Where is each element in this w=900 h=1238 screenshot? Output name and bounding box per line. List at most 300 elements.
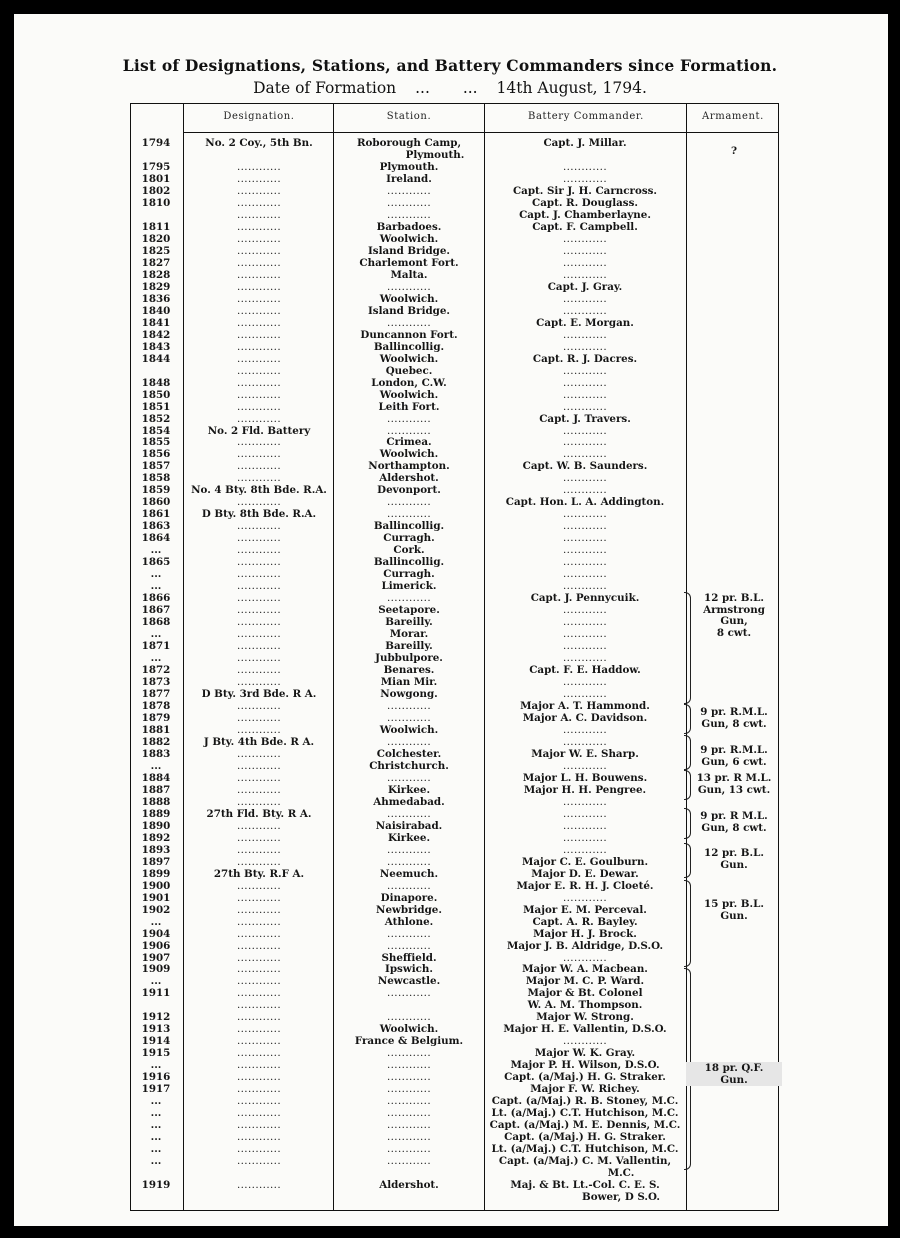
row-designation: ............ bbox=[236, 1071, 282, 1084]
row-station: ............ bbox=[386, 208, 432, 221]
row-year: 1810 bbox=[141, 196, 171, 209]
row-year: 1897 bbox=[141, 855, 171, 868]
row-designation: ............ bbox=[236, 1179, 282, 1191]
row-commander: ............ bbox=[562, 304, 608, 317]
row-commander: ............ bbox=[562, 328, 608, 341]
row-station: Athlone. bbox=[384, 915, 434, 928]
row-designation: ............ bbox=[236, 364, 282, 377]
row-commander: ............ bbox=[562, 436, 608, 449]
row-station: ............ bbox=[386, 424, 432, 437]
row-commander: Capt. J. Travers. bbox=[539, 412, 631, 425]
header-armament: Armament. bbox=[702, 111, 764, 122]
row-designation: ............ bbox=[236, 628, 282, 641]
row-commander: Major C. E. Goulburn. bbox=[521, 855, 649, 868]
row-year: 1889 bbox=[141, 807, 171, 820]
row-designation: ............ bbox=[236, 879, 282, 892]
row-station: Naisirabad. bbox=[375, 819, 443, 832]
armament-line: 18 pr. Q.F. bbox=[686, 1062, 782, 1074]
armament-line: 9 pr. R.M.L. bbox=[700, 706, 768, 718]
row-year: 1867 bbox=[141, 604, 171, 617]
row-designation: ............ bbox=[236, 855, 282, 868]
row-designation: ............ bbox=[236, 580, 282, 593]
row-commander: Lt. (a/Maj.) C.T. Hutchison, M.C. bbox=[491, 1143, 679, 1156]
row-designation: ............ bbox=[236, 975, 282, 988]
armament-line: ? bbox=[730, 145, 738, 157]
row-designation: ............ bbox=[236, 1131, 282, 1144]
row-station: Dinapore. bbox=[380, 891, 438, 904]
row-station: Bareilly. bbox=[385, 616, 433, 629]
row-station: Morar. bbox=[389, 628, 429, 641]
row-station: ............ bbox=[386, 735, 432, 748]
row-station: Woolwich. bbox=[379, 388, 439, 401]
row-commander: Capt. A. R. Bayley. bbox=[532, 915, 638, 928]
row-commander: Capt. J. Chamberlayne. bbox=[519, 208, 651, 221]
row-commander: ............ bbox=[562, 604, 608, 617]
row-commander: Major A. T. Hammond. bbox=[520, 699, 650, 712]
row-station: ............ bbox=[386, 807, 432, 820]
row-commander: ............ bbox=[562, 268, 608, 281]
row-year: 1888 bbox=[141, 795, 171, 808]
row-designation: ............ bbox=[236, 544, 282, 557]
row-commander: Lt. (a/Maj.) C.T. Hutchison, M.C. bbox=[491, 1107, 679, 1120]
row-year: 1884 bbox=[141, 771, 171, 784]
row-commander: ............ bbox=[562, 580, 608, 593]
row-designation: ............ bbox=[236, 652, 282, 664]
row-year: 1843 bbox=[141, 340, 171, 353]
row-station: Devonport. bbox=[377, 484, 441, 497]
row-commander: ............ bbox=[562, 807, 608, 820]
row-designation: ............ bbox=[236, 831, 282, 844]
row-year: 1906 bbox=[141, 939, 171, 952]
row-designation: ............ bbox=[236, 568, 282, 581]
row-station: ............ bbox=[386, 508, 432, 521]
row-year: 1893 bbox=[141, 843, 171, 856]
row-year: 1892 bbox=[141, 831, 171, 844]
row-year: 1915 bbox=[141, 1047, 171, 1060]
row-designation: ............ bbox=[236, 783, 282, 796]
row-designation: ............ bbox=[236, 388, 282, 401]
row-designation: ............ bbox=[236, 172, 282, 185]
row-station: Woolwich. bbox=[379, 352, 439, 365]
row-station: Plymouth. bbox=[405, 149, 465, 161]
row-station: Quebec. bbox=[385, 364, 433, 377]
row-year: 1840 bbox=[141, 304, 171, 317]
row-designation: ............ bbox=[236, 376, 282, 389]
row-commander: Major W. K. Gray. bbox=[534, 1047, 636, 1060]
row-year: 1887 bbox=[141, 783, 171, 796]
row-commander: ............ bbox=[562, 340, 608, 353]
row-year: 1855 bbox=[141, 436, 171, 449]
row-year: 1873 bbox=[141, 676, 171, 688]
row-year: ... bbox=[150, 1095, 162, 1108]
row-year: 1868 bbox=[141, 616, 171, 629]
row-commander: ............ bbox=[562, 520, 608, 533]
row-station: ............ bbox=[386, 1131, 432, 1144]
row-designation: ............ bbox=[236, 496, 282, 509]
row-year: 1820 bbox=[141, 232, 171, 245]
row-designation: ............ bbox=[236, 448, 282, 461]
row-designation: ............ bbox=[236, 1047, 282, 1060]
row-year: 1854 bbox=[141, 424, 171, 437]
row-station: Ipswich. bbox=[385, 963, 433, 976]
row-year: 1904 bbox=[141, 927, 171, 940]
row-commander: Capt. J. Gray. bbox=[547, 280, 623, 293]
row-station: Limerick. bbox=[381, 580, 437, 593]
row-station: Seetapore. bbox=[378, 604, 440, 617]
row-designation: ............ bbox=[236, 819, 282, 832]
row-commander: Capt. (a/Maj.) C. M. Vallentin, bbox=[498, 1155, 672, 1168]
armament-line: Gun, 8 cwt. bbox=[701, 717, 767, 730]
row-station: Ballincollig. bbox=[373, 556, 445, 569]
row-station: Nowgong. bbox=[380, 688, 438, 700]
row-commander: ............ bbox=[562, 831, 608, 844]
row-station: Island Bridge. bbox=[367, 244, 451, 257]
armament-line: 12 pr. B.L. bbox=[704, 592, 764, 604]
row-commander: ............ bbox=[562, 424, 608, 437]
row-designation: ............ bbox=[236, 232, 282, 245]
row-commander: Capt. E. Morgan. bbox=[536, 316, 634, 329]
row-year: 1848 bbox=[141, 376, 171, 389]
row-year: ... bbox=[150, 652, 162, 664]
row-station: Crimea. bbox=[386, 436, 432, 449]
row-designation: ............ bbox=[236, 268, 282, 281]
row-commander: ............ bbox=[562, 951, 608, 964]
row-commander: Capt. F. Campbell. bbox=[532, 220, 638, 233]
row-year: 1859 bbox=[141, 484, 171, 497]
row-station: Charlemont Fort. bbox=[359, 256, 459, 269]
row-designation: ............ bbox=[236, 915, 282, 928]
row-designation: ............ bbox=[236, 256, 282, 269]
row-commander: ............ bbox=[562, 232, 608, 245]
row-commander: Capt. J. Millar. bbox=[543, 137, 627, 149]
row-designation: ............ bbox=[236, 640, 282, 652]
row-station: ............ bbox=[386, 1095, 432, 1108]
row-station: ............ bbox=[386, 771, 432, 784]
row-commander: Major H. E. Vallentin, D.S.O. bbox=[503, 1023, 667, 1036]
formation-date: 14th August, 1794. bbox=[496, 79, 647, 97]
row-station: Newbridge. bbox=[376, 903, 442, 916]
row-commander: M.C. bbox=[607, 1167, 635, 1179]
row-designation: ............ bbox=[236, 604, 282, 617]
armament-line: 15 pr. B.L. bbox=[704, 898, 764, 910]
row-designation: ............ bbox=[236, 1095, 282, 1108]
row-year: 1901 bbox=[141, 891, 171, 904]
row-year: 1795 bbox=[141, 161, 171, 173]
row-year: ... bbox=[150, 628, 162, 641]
row-designation: ............ bbox=[236, 1107, 282, 1120]
row-station: Christchurch. bbox=[369, 759, 449, 772]
row-station: Neemuch. bbox=[379, 867, 439, 880]
row-designation: ............ bbox=[236, 1059, 282, 1072]
row-commander: Capt. (a/Maj.) R. B. Stoney, M.C. bbox=[491, 1095, 679, 1108]
row-year: 1852 bbox=[141, 412, 171, 425]
row-station: ............ bbox=[386, 316, 432, 329]
row-commander: Capt. R. J. Dacres. bbox=[532, 352, 638, 365]
row-year: 1856 bbox=[141, 448, 171, 461]
row-station: Mian Mir. bbox=[380, 676, 438, 688]
row-commander: ............ bbox=[562, 556, 608, 569]
row-station: ............ bbox=[386, 1047, 432, 1060]
row-commander: ............ bbox=[562, 400, 608, 413]
row-designation: No. 2 Fld. Battery bbox=[207, 424, 311, 437]
row-commander: ............ bbox=[562, 891, 608, 904]
row-commander: Capt. J. Pennycuik. bbox=[530, 592, 640, 605]
row-station: Woolwich. bbox=[379, 232, 439, 245]
row-station: France & Belgium. bbox=[354, 1035, 464, 1048]
row-commander: Major H. H. Pengree. bbox=[523, 783, 647, 796]
row-commander: ............ bbox=[562, 616, 608, 629]
row-designation: ............ bbox=[236, 759, 282, 772]
row-designation: ............ bbox=[236, 460, 282, 473]
row-year: ... bbox=[150, 1059, 162, 1072]
row-commander: Capt. W. B. Saunders. bbox=[522, 460, 648, 473]
row-commander: Major H. J. Brock. bbox=[533, 927, 637, 940]
armament-line: 13 pr. R M.L. bbox=[696, 772, 772, 784]
row-station: Island Bridge. bbox=[367, 304, 451, 317]
row-commander: W. A. M. Thompson. bbox=[527, 999, 643, 1012]
row-year: 1844 bbox=[141, 352, 171, 365]
row-commander: Capt. Sir J. H. Carncross. bbox=[512, 184, 657, 197]
row-designation: ............ bbox=[236, 316, 282, 329]
row-year: 1857 bbox=[141, 460, 171, 473]
row-station: ............ bbox=[386, 1119, 432, 1132]
row-year: ... bbox=[150, 580, 162, 593]
row-station: Ballincollig. bbox=[373, 340, 445, 353]
row-commander: ............ bbox=[562, 484, 608, 497]
row-station: ............ bbox=[386, 280, 432, 293]
row-station: ............ bbox=[386, 1059, 432, 1072]
row-year: 1864 bbox=[141, 532, 171, 545]
row-designation: ............ bbox=[236, 328, 282, 341]
row-designation: ............ bbox=[236, 891, 282, 904]
row-designation: No. 4 Bty. 8th Bde. R.A. bbox=[191, 484, 327, 497]
header-station: Station. bbox=[386, 111, 432, 122]
row-year: 1825 bbox=[141, 244, 171, 257]
row-station: Jubbulpore. bbox=[375, 652, 443, 664]
row-commander: ............ bbox=[562, 568, 608, 581]
row-year: 1841 bbox=[141, 316, 171, 329]
row-designation: ............ bbox=[236, 723, 282, 736]
row-designation: ............ bbox=[236, 903, 282, 916]
row-station: Duncannon Fort. bbox=[360, 328, 458, 341]
document-title: List of Designations, Stations, and Battery Commanders since Formation. bbox=[122, 56, 778, 75]
row-commander: ............ bbox=[562, 244, 608, 257]
row-station: ............ bbox=[386, 843, 432, 856]
row-year: 1913 bbox=[141, 1023, 171, 1036]
row-station: Woolwich. bbox=[379, 448, 439, 461]
row-year: 1863 bbox=[141, 520, 171, 533]
row-station: Curragh. bbox=[383, 568, 435, 581]
row-year: 1916 bbox=[141, 1071, 171, 1084]
row-designation: 27th Fld. Bty. R A. bbox=[206, 807, 312, 820]
row-designation: ............ bbox=[236, 304, 282, 317]
row-year: 1911 bbox=[141, 987, 171, 1000]
armament-line: Armstrong bbox=[703, 603, 765, 616]
row-station: Leith Fort. bbox=[378, 400, 440, 413]
row-commander: Capt. (a/Maj.) M. E. Dennis, M.C. bbox=[489, 1119, 681, 1132]
row-year: 1912 bbox=[141, 1011, 171, 1024]
row-station: Woolwich. bbox=[379, 1023, 439, 1036]
row-station: ............ bbox=[386, 699, 432, 712]
row-designation: ............ bbox=[236, 1083, 282, 1096]
row-station: ............ bbox=[386, 927, 432, 940]
row-year: ... bbox=[150, 1131, 162, 1144]
row-year: 1890 bbox=[141, 819, 171, 832]
row-commander: Capt. (a/Maj.) H. G. Straker. bbox=[504, 1071, 666, 1084]
row-commander: Capt. Hon. L. A. Addington. bbox=[505, 496, 665, 509]
row-year: 1878 bbox=[141, 699, 171, 712]
row-designation: ............ bbox=[236, 592, 282, 605]
row-designation: ............ bbox=[236, 664, 282, 676]
row-commander: ............ bbox=[562, 388, 608, 401]
row-commander: ............ bbox=[562, 843, 608, 856]
row-year: 1850 bbox=[141, 388, 171, 401]
row-designation: ............ bbox=[236, 951, 282, 964]
armament-line: Gun, 6 cwt. bbox=[701, 755, 767, 768]
row-commander: ............ bbox=[562, 759, 608, 772]
row-station: Plymouth. bbox=[379, 161, 439, 173]
row-designation: ............ bbox=[236, 616, 282, 629]
row-commander: Major F. W. Richey. bbox=[530, 1083, 640, 1096]
row-designation: ............ bbox=[236, 795, 282, 808]
row-commander: ............ bbox=[562, 819, 608, 832]
row-designation: ............ bbox=[236, 771, 282, 784]
row-commander: Major W. Strong. bbox=[536, 1011, 634, 1024]
row-designation: ............ bbox=[236, 987, 282, 1000]
row-designation: ............ bbox=[236, 1023, 282, 1036]
row-designation: No. 2 Coy., 5th Bn. bbox=[205, 137, 313, 149]
row-year: 1794 bbox=[141, 137, 171, 149]
row-station: Roborough Camp, bbox=[356, 137, 462, 149]
row-designation: ............ bbox=[236, 220, 282, 233]
row-commander: ............ bbox=[562, 256, 608, 269]
row-designation: ............ bbox=[236, 1155, 282, 1168]
row-station: ............ bbox=[386, 855, 432, 868]
row-commander: ............ bbox=[562, 508, 608, 521]
row-commander: Major W. E. Sharp. bbox=[531, 747, 639, 760]
row-designation: ............ bbox=[236, 161, 282, 173]
row-commander: Capt. (a/Maj.) H. G. Straker. bbox=[504, 1131, 666, 1144]
row-year: 1811 bbox=[141, 220, 171, 233]
armament-line: Gun, bbox=[720, 615, 748, 627]
row-year: 1907 bbox=[141, 951, 171, 964]
row-station: Woolwich. bbox=[379, 723, 439, 736]
row-year: 1902 bbox=[141, 903, 171, 916]
armament-line: Gun. bbox=[720, 909, 748, 922]
row-year: 1909 bbox=[141, 963, 171, 976]
armament-line: Gun, 13 cwt. bbox=[697, 783, 771, 796]
row-designation: ............ bbox=[236, 520, 282, 533]
row-designation: ............ bbox=[236, 208, 282, 221]
row-commander: Major A. C. Davidson. bbox=[522, 711, 648, 724]
row-station: ............ bbox=[386, 879, 432, 892]
row-commander: Major M. C. P. Ward. bbox=[525, 975, 645, 988]
row-station: ............ bbox=[386, 1011, 432, 1024]
row-station: ............ bbox=[386, 1107, 432, 1120]
row-year: 1919 bbox=[141, 1179, 171, 1191]
row-designation: ............ bbox=[236, 1119, 282, 1132]
row-designation: J Bty. 4th Bde. R A. bbox=[203, 735, 315, 748]
row-station: Woolwich. bbox=[379, 292, 439, 305]
row-designation: ............ bbox=[236, 196, 282, 209]
row-commander: ............ bbox=[562, 652, 608, 664]
row-designation: ............ bbox=[236, 927, 282, 940]
row-year: ... bbox=[150, 915, 162, 928]
row-year: 1866 bbox=[141, 592, 171, 605]
row-designation: ............ bbox=[236, 747, 282, 760]
row-designation: ............ bbox=[236, 244, 282, 257]
row-year: 1828 bbox=[141, 268, 171, 281]
row-year: ... bbox=[150, 1155, 162, 1168]
row-station: Bareilly. bbox=[385, 640, 433, 652]
armament-line: Gun, 8 cwt. bbox=[701, 821, 767, 834]
formation-dots-2: ... bbox=[462, 79, 478, 97]
row-year: 1899 bbox=[141, 867, 171, 880]
row-station: ............ bbox=[386, 592, 432, 605]
armament-line: 8 cwt. bbox=[716, 626, 752, 639]
row-year: 1802 bbox=[141, 184, 171, 197]
row-year: 1858 bbox=[141, 472, 171, 485]
row-station: ............ bbox=[386, 1083, 432, 1096]
row-station: Kirkee. bbox=[387, 831, 431, 844]
row-commander: Capt. R. Douglass. bbox=[532, 196, 638, 209]
row-year: 1836 bbox=[141, 292, 171, 305]
row-designation: ............ bbox=[236, 412, 282, 425]
row-station: ............ bbox=[386, 196, 432, 209]
row-station: Northampton. bbox=[368, 460, 450, 473]
row-station: ............ bbox=[386, 1143, 432, 1156]
row-station: ............ bbox=[386, 711, 432, 724]
row-station: Kirkee. bbox=[387, 783, 431, 796]
row-station: Ballincollig. bbox=[373, 520, 445, 533]
armament-line: 12 pr. B.L. bbox=[704, 847, 764, 859]
row-designation: ............ bbox=[236, 472, 282, 485]
row-designation: ............ bbox=[236, 280, 282, 293]
header-commander: Battery Commander. bbox=[528, 111, 644, 122]
row-year: 1842 bbox=[141, 328, 171, 341]
row-designation: ............ bbox=[236, 352, 282, 365]
row-year: 1827 bbox=[141, 256, 171, 269]
row-commander: ............ bbox=[562, 735, 608, 748]
row-station: Aldershot. bbox=[379, 1179, 439, 1191]
row-designation: ............ bbox=[236, 292, 282, 305]
row-commander: Major W. A. Macbean. bbox=[522, 963, 648, 976]
row-year: 1860 bbox=[141, 496, 171, 509]
row-commander: Capt. F. E. Haddow. bbox=[529, 664, 641, 676]
armament-brace bbox=[684, 880, 691, 967]
row-commander: Major E. M. Perceval. bbox=[523, 903, 647, 916]
row-station: Benares. bbox=[383, 664, 435, 676]
row-designation: ............ bbox=[236, 711, 282, 724]
row-year: 1865 bbox=[141, 556, 171, 569]
row-station: Curragh. bbox=[383, 532, 435, 545]
row-station: Colchester. bbox=[376, 747, 442, 760]
row-station: London, C.W. bbox=[371, 376, 447, 389]
row-commander: ............ bbox=[562, 1035, 608, 1048]
row-designation: ............ bbox=[236, 1143, 282, 1156]
row-commander: Major P. H. Wilson, D.S.O. bbox=[510, 1059, 660, 1072]
row-designation: ............ bbox=[236, 843, 282, 856]
row-commander: ............ bbox=[562, 544, 608, 557]
row-year: ... bbox=[150, 544, 162, 557]
row-year: 1872 bbox=[141, 664, 171, 676]
row-station: ............ bbox=[386, 496, 432, 509]
row-designation: ............ bbox=[236, 1035, 282, 1048]
row-designation: ............ bbox=[236, 676, 282, 688]
armament-line: Gun. bbox=[686, 1074, 782, 1086]
row-station: Aldershot. bbox=[379, 472, 439, 485]
row-designation: ............ bbox=[236, 340, 282, 353]
